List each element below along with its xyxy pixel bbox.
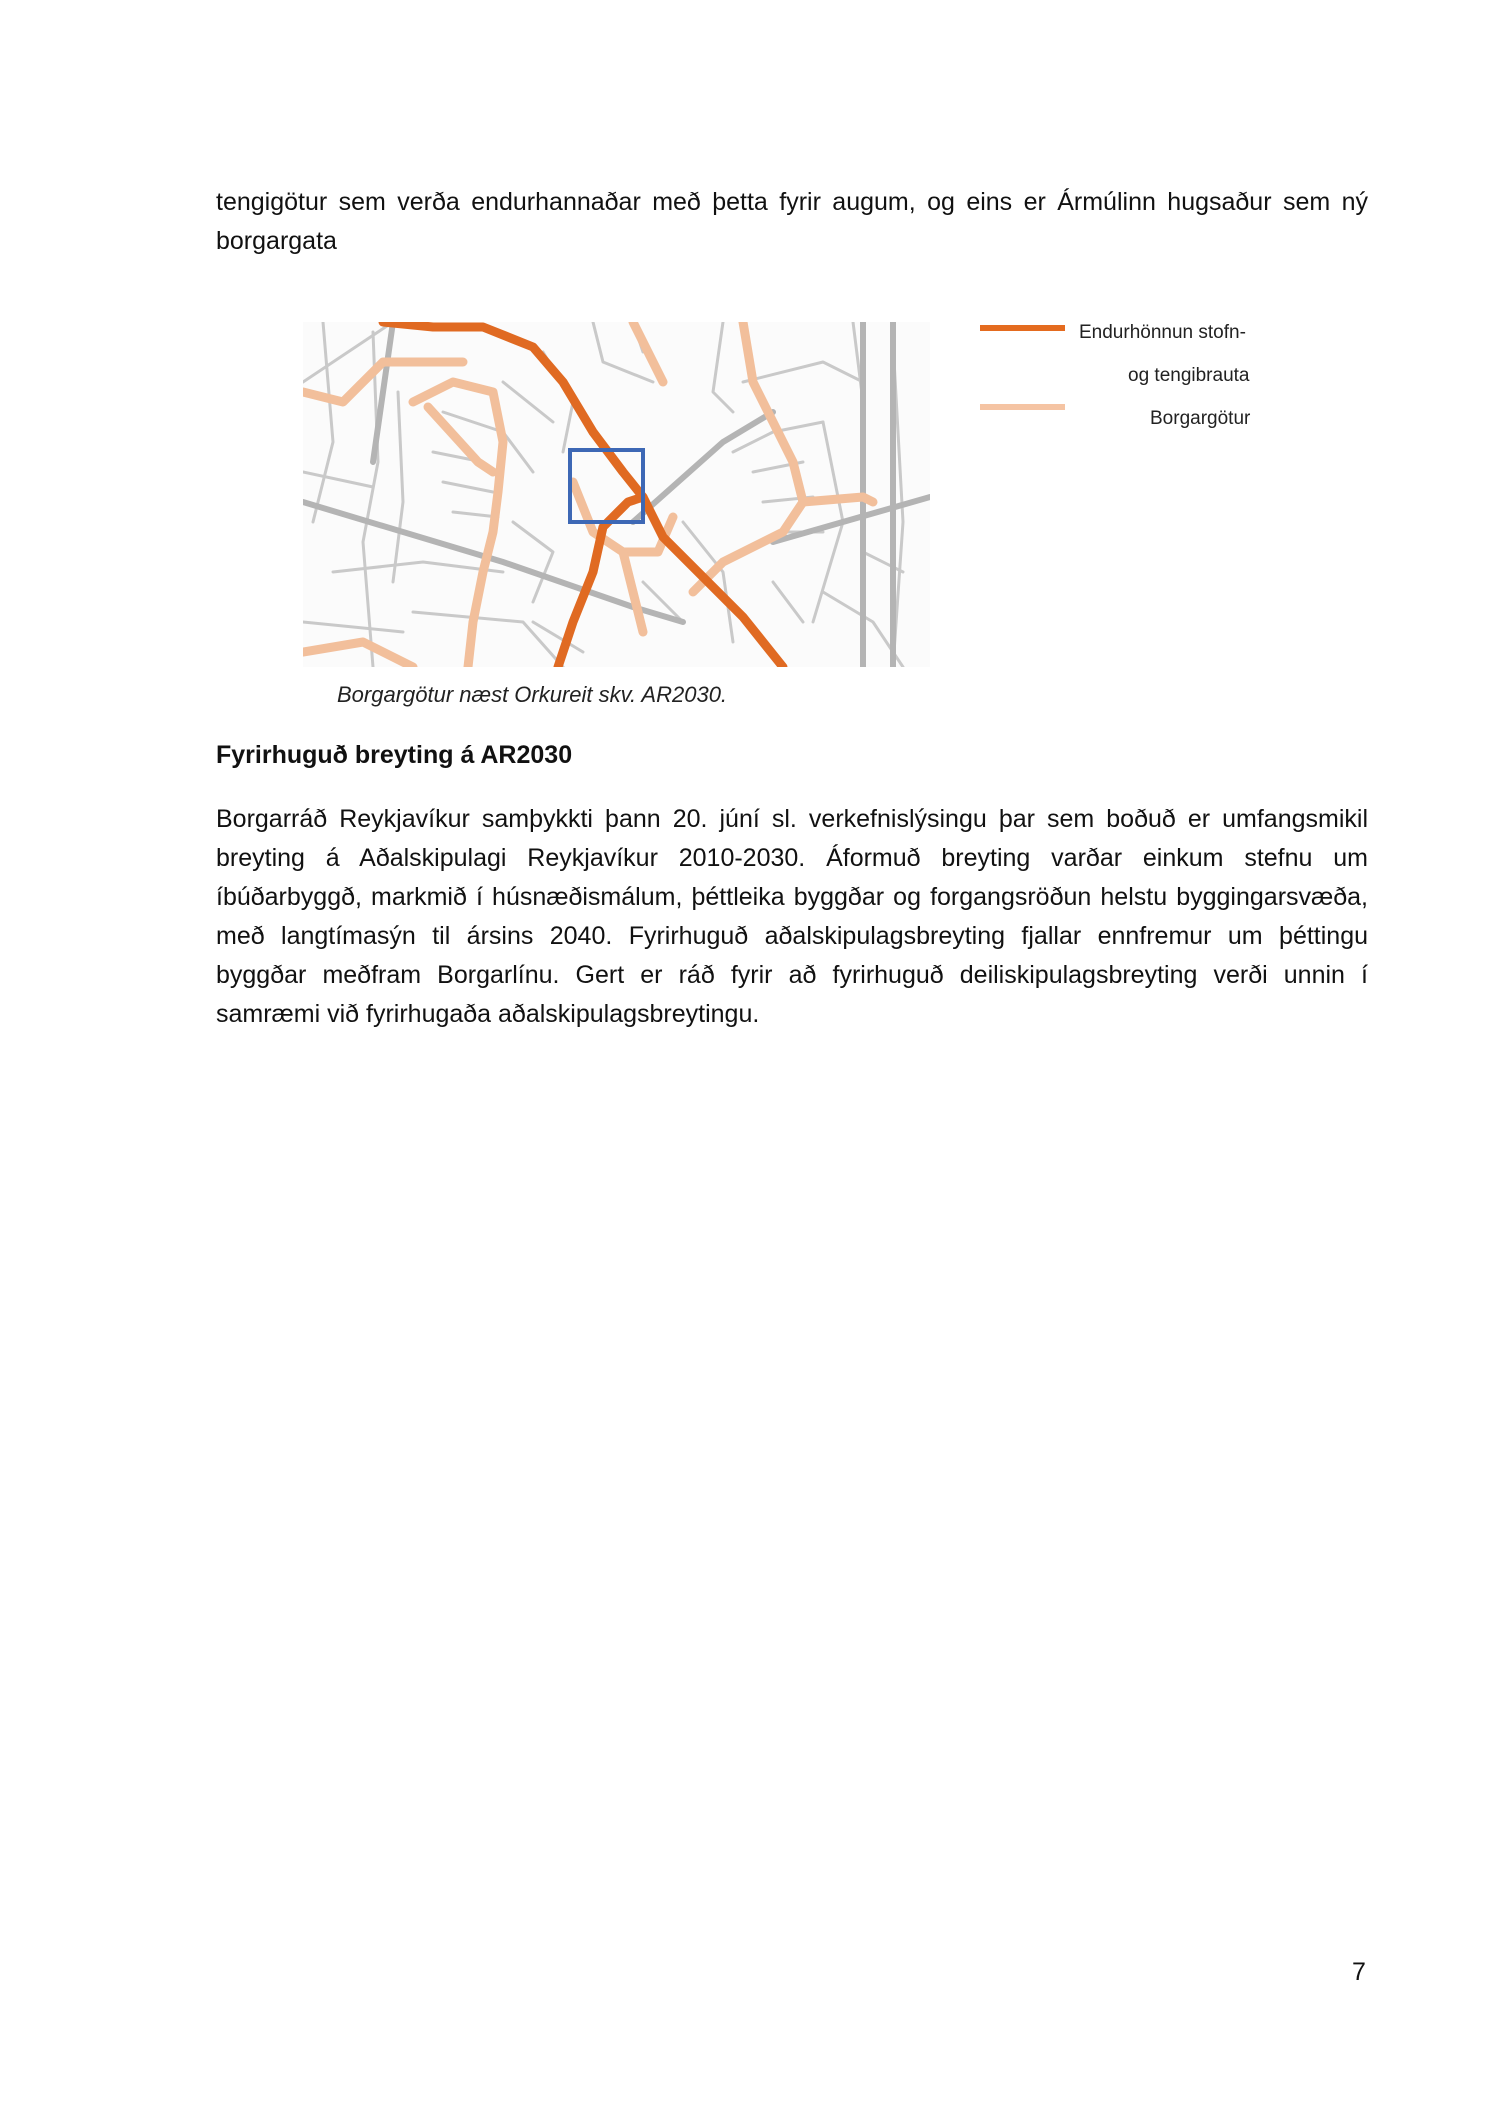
paragraph-line: með langtímasýn til ársins 2040. Fyrirhuguð aðalskipulagsbreyting fjallar ennfremur um þéttingu	[216, 922, 1368, 950]
street-map	[303, 322, 930, 667]
paragraph-line: íbúðarbyggð, markmið í húsnæðismálum, þéttleika byggðar og forgangsröðun helstu byggingarsvæða,	[216, 883, 1368, 911]
section-paragraph	[216, 800, 1368, 1034]
map-background	[303, 322, 930, 667]
legend-label-stofn-line1: Endurhönnun stofn-	[1079, 322, 1246, 343]
paragraph-line: breyting á Aðalskipulagi Reykjavíkur 2010-2030. Áformuð breyting varðar einkum stefnu um	[216, 844, 1368, 872]
page-number: 7	[1352, 1958, 1366, 1986]
street-map-figure	[303, 322, 930, 667]
intro-paragraph	[216, 183, 1368, 261]
figure-caption: Borgargötur næst Orkureit skv. AR2030.	[337, 682, 728, 707]
paragraph-line: byggðar meðfram Borgarlínu. Gert er ráð fyrir að fyrirhuguð deiliskipulagsbreyting verði unnin í	[216, 961, 1368, 989]
legend-swatch-stofn	[980, 325, 1065, 331]
paragraph-line: Borgarráð Reykjavíkur samþykkti þann 20. júní sl. verkefnislýsingu þar sem boðuð er umfangsmikil	[216, 805, 1368, 833]
intro-line: tengigötur sem verða endurhannaðar með þetta fyrir augum, og eins er Ármúlinn hugsaður sem ný	[216, 188, 1368, 216]
legend-label-borgargotur: Borgargötur	[1150, 408, 1251, 429]
intro-line: borgargata	[216, 227, 337, 255]
legend-swatch-borgargotur	[980, 404, 1065, 410]
borgargata-route	[803, 497, 873, 502]
paragraph-line: samræmi við fyrirhugaða aðalskipulagsbreytingu.	[216, 1000, 760, 1028]
section-heading: Fyrirhuguð breyting á AR2030	[216, 741, 573, 769]
map-legend	[980, 318, 1280, 438]
legend-label-stofn-line2: og tengibrauta	[1128, 365, 1250, 386]
